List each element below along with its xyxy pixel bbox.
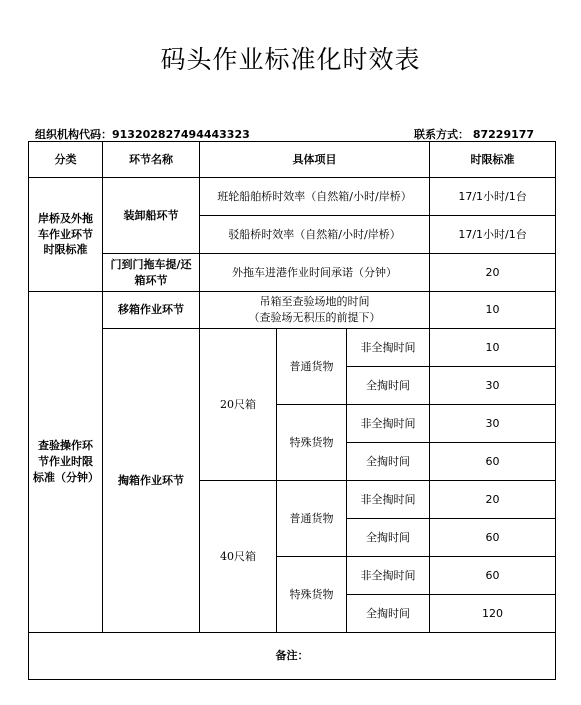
page-title: 码头作业标准化时效表 [160,45,421,74]
cargo-type-cell: 普通货物 [277,481,347,557]
limit-cell: 30 [430,405,556,443]
stage-cell: 装卸船环节 [103,178,200,254]
limit-cell: 60 [430,557,556,595]
limit-cell: 120 [430,595,556,633]
limit-cell: 20 [430,481,556,519]
remark-cell: 备注： [29,633,556,680]
container-size-cell: 40尺箱 [200,481,277,633]
cargo-type-cell: 特殊货物 [277,405,347,481]
table-row [29,292,556,329]
time-type-cell: 全掏时间 [347,443,430,481]
time-type-cell: 全掏时间 [347,595,430,633]
limit-cell: 10 [430,329,556,367]
contact-info: 联系方式： 87229177 [414,128,535,141]
org-code: 组织机构代码：913202827494443323 [35,128,250,141]
item-line: （查验场无积压的前提下） [248,311,381,324]
time-type-cell: 非全掏时间 [347,557,430,595]
stage-cell: 掏箱作业环节 [103,329,200,633]
table-row [29,254,556,292]
time-type-cell: 全掏时间 [347,519,430,557]
limit-cell: 17/1小时/1台 [430,216,556,254]
limit-cell: 20 [430,254,556,292]
time-type-cell: 非全掏时间 [347,405,430,443]
stage-cell: 移箱作业环节 [103,292,200,329]
header-item: 具体项目 [200,142,430,178]
item-cell: 外拖车进港作业时间承诺（分钟） [200,254,430,292]
limit-cell: 60 [430,443,556,481]
item-cell: 驳船桥时效率（自然箱/小时/岸桥） [200,216,430,254]
limit-cell: 10 [430,292,556,329]
cargo-type-cell: 普通货物 [277,329,347,405]
category-cell: 岸桥及外拖车作业环节时限标准 [29,178,103,292]
limit-cell: 30 [430,367,556,405]
table-header-row [29,142,556,178]
item-cell [200,292,430,329]
cargo-type-cell: 特殊货物 [277,557,347,633]
table-row [29,329,556,367]
item-cell: 班轮船舶桥时效率（自然箱/小时/岸桥） [200,178,430,216]
category-cell: 查验操作环节作业时限标准（分钟） [29,292,103,633]
stage-cell: 门到门拖车提/还箱环节 [103,254,200,292]
header-limit: 时限标准 [430,142,556,178]
container-size-cell: 20尺箱 [200,329,277,481]
header-stage: 环节名称 [103,142,200,178]
table-row [29,178,556,216]
header-category: 分类 [29,142,103,178]
timeliness-table [28,141,556,680]
item-line: 吊箱至查验场地的时间 [259,295,370,309]
time-type-cell: 非全掏时间 [347,329,430,367]
limit-cell: 60 [430,519,556,557]
remark-row [29,633,556,680]
time-type-cell: 非全掏时间 [347,481,430,519]
time-type-cell: 全掏时间 [347,367,430,405]
limit-cell: 17/1小时/1台 [430,178,556,216]
